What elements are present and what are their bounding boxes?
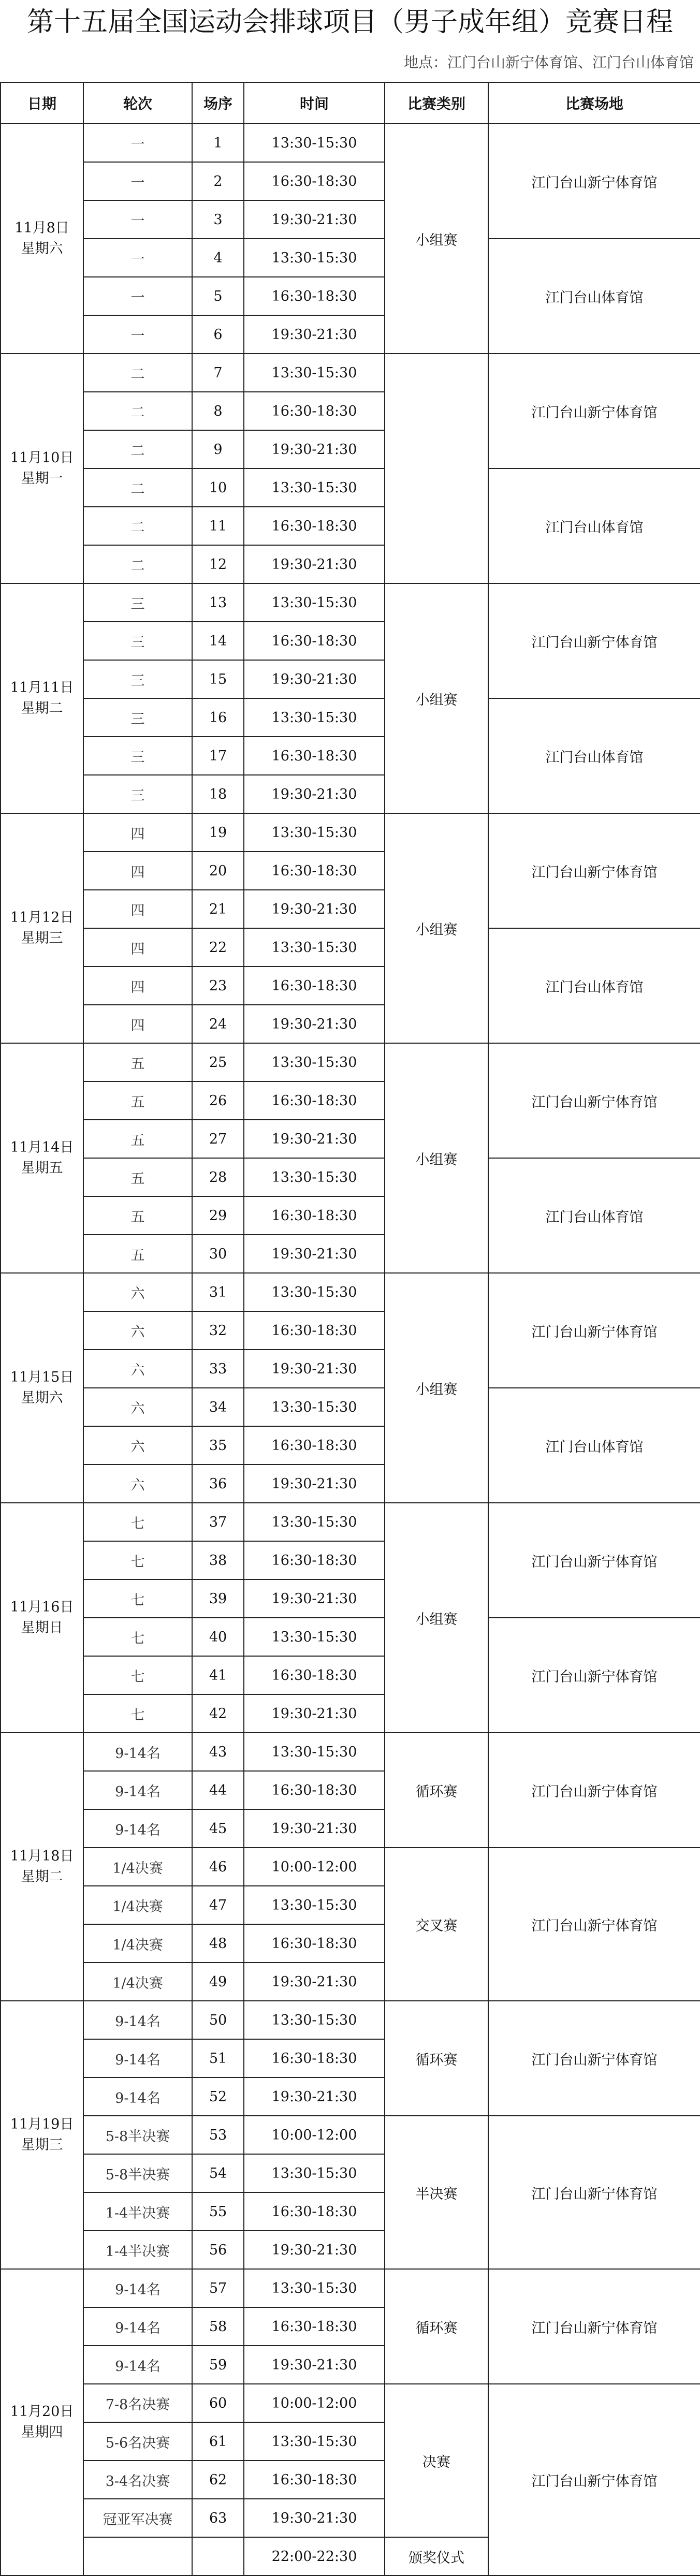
table-row (1, 1503, 700, 1541)
match-number-cell: 59 (192, 2346, 244, 2384)
round-cell: 9-14名 (83, 1771, 192, 1809)
round-cell: 一 (83, 200, 192, 239)
date-cell (1, 813, 83, 1043)
round-cell: 9-14名 (83, 2307, 192, 2346)
table-header-row (1, 82, 700, 124)
venue-cell: 江门台山体育馆 (488, 698, 700, 813)
category-cell: 小组赛 (385, 813, 488, 1043)
time-cell: 16:30-18:30 (244, 1426, 385, 1465)
match-number-cell: 52 (192, 2077, 244, 2116)
match-number-cell: 36 (192, 1465, 244, 1503)
time-cell: 16:30-18:30 (244, 162, 385, 200)
round-cell: 二 (83, 469, 192, 507)
match-number-cell: 5 (192, 277, 244, 315)
match-number-cell: 8 (192, 392, 244, 430)
time-cell: 16:30-18:30 (244, 507, 385, 545)
round-cell: 六 (83, 1311, 192, 1350)
time-cell: 10:00-12:00 (244, 1848, 385, 1886)
round-cell: 七 (83, 1541, 192, 1579)
date-cell (1, 1273, 83, 1503)
round-cell: 5-8半决赛 (83, 2116, 192, 2154)
match-number-cell: 27 (192, 1120, 244, 1158)
match-number-cell: 53 (192, 2116, 244, 2154)
match-number-cell: 60 (192, 2384, 244, 2422)
page-title: 第十五届全国运动会排球项目（男子成年组）竞赛日程 (26, 7, 673, 38)
round-cell: 一 (83, 277, 192, 315)
time-cell: 19:30-21:30 (244, 1579, 385, 1618)
round-cell: 冠亚军决赛 (83, 2499, 192, 2537)
location-note: 地点：江门台山新宁体育馆、江门台山体育馆 (403, 54, 694, 71)
round-cell: 二 (83, 392, 192, 430)
match-number-cell: 31 (192, 1273, 244, 1311)
match-number-cell: 34 (192, 1388, 244, 1426)
table-row (1, 928, 700, 967)
time-cell: 16:30-18:30 (244, 2192, 385, 2231)
date-cell (1, 1043, 83, 1273)
header-time: 时间 (244, 82, 385, 124)
round-cell: 六 (83, 1426, 192, 1465)
match-number-cell: 35 (192, 1426, 244, 1465)
date-cell (1, 2269, 83, 2575)
table-row (1, 469, 700, 507)
match-number-cell: 26 (192, 1081, 244, 1120)
round-cell: 二 (83, 545, 192, 583)
round-cell: 五 (83, 1120, 192, 1158)
time-cell: 13:30-15:30 (244, 124, 385, 162)
time-cell: 13:30-15:30 (244, 698, 385, 737)
venue-cell: 江门台山体育馆 (488, 1158, 700, 1273)
date-label: 11月16日 (10, 1599, 74, 1615)
match-number-cell: 32 (192, 1311, 244, 1350)
time-cell: 19:30-21:30 (244, 1694, 385, 1733)
match-number-cell: 30 (192, 1235, 244, 1273)
match-number-cell: 49 (192, 1963, 244, 2001)
category-cell: 小组赛 (385, 1043, 488, 1273)
category-cell: 决赛 (385, 2384, 488, 2537)
weekday-label: 星期三 (21, 2137, 63, 2153)
weekday-label: 星期四 (21, 2424, 63, 2440)
time-cell: 16:30-18:30 (244, 1771, 385, 1809)
round-cell: 四 (83, 928, 192, 967)
match-number-cell: 22 (192, 928, 244, 967)
match-number-cell: 38 (192, 1541, 244, 1579)
date-label: 11月12日 (10, 909, 74, 926)
time-cell: 19:30-21:30 (244, 2346, 385, 2384)
time-cell: 19:30-21:30 (244, 545, 385, 583)
round-cell: 一 (83, 162, 192, 200)
time-cell: 19:30-21:30 (244, 1465, 385, 1503)
time-cell: 13:30-15:30 (244, 1503, 385, 1541)
round-cell: 1/4决赛 (83, 1963, 192, 2001)
venue-cell: 江门台山新宁体育馆 (488, 813, 700, 928)
venue-cell: 江门台山体育馆 (488, 239, 700, 354)
round-cell: 9-14名 (83, 2269, 192, 2307)
date-label: 11月15日 (10, 1369, 74, 1385)
weekday-label: 星期六 (21, 241, 63, 257)
time-cell: 13:30-15:30 (244, 239, 385, 277)
time-cell: 16:30-18:30 (244, 1924, 385, 1963)
time-cell: 19:30-21:30 (244, 775, 385, 813)
match-number-cell: 58 (192, 2307, 244, 2346)
match-number-cell: 39 (192, 1579, 244, 1618)
match-number-cell: 25 (192, 1043, 244, 1081)
time-cell: 19:30-21:30 (244, 1235, 385, 1273)
match-number-cell: 13 (192, 583, 244, 622)
match-number-cell: 51 (192, 2039, 244, 2077)
match-number-cell: 43 (192, 1733, 244, 1771)
table-row (1, 1848, 700, 1886)
round-cell: 四 (83, 1005, 192, 1043)
match-number-cell: 45 (192, 1809, 244, 1848)
round-cell: 1/4决赛 (83, 1886, 192, 1924)
time-cell: 16:30-18:30 (244, 392, 385, 430)
time-cell: 13:30-15:30 (244, 1618, 385, 1656)
round-cell: 一 (83, 315, 192, 354)
match-number-cell: 4 (192, 239, 244, 277)
header-date: 日期 (1, 82, 83, 124)
venue-cell: 江门台山体育馆 (488, 469, 700, 583)
venue-cell: 江门台山新宁体育馆 (488, 1503, 700, 1618)
category-cell: 循环赛 (385, 1733, 488, 1848)
table-row (1, 583, 700, 622)
round-cell: 一 (83, 124, 192, 162)
time-cell: 13:30-15:30 (244, 2001, 385, 2039)
date-cell (1, 124, 83, 354)
match-number-cell: 47 (192, 1886, 244, 1924)
time-cell: 13:30-15:30 (244, 2422, 385, 2461)
date-label: 11月8日 (14, 219, 69, 236)
weekday-label: 星期二 (21, 1869, 63, 1885)
weekday-label: 星期一 (21, 471, 63, 487)
match-number-cell: 19 (192, 813, 244, 852)
round-cell: 5-6名决赛 (83, 2422, 192, 2461)
category-cell: 半决赛 (385, 2116, 488, 2269)
date-label: 11月14日 (10, 1139, 74, 1155)
time-cell: 19:30-21:30 (244, 660, 385, 698)
round-cell: 9-14名 (83, 1809, 192, 1848)
category-cell: 颁奖仪式 (385, 2537, 488, 2575)
table-row (1, 124, 700, 162)
time-cell: 19:30-21:30 (244, 1120, 385, 1158)
table-row (1, 1388, 700, 1426)
weekday-label: 星期五 (21, 1160, 63, 1176)
round-cell: 1/4决赛 (83, 1924, 192, 1963)
round-cell: 五 (83, 1043, 192, 1081)
time-cell: 10:00-12:00 (244, 2384, 385, 2422)
venue-cell: 江门台山新宁体育馆 (488, 1848, 700, 2001)
time-cell: 19:30-21:30 (244, 430, 385, 469)
round-cell: 五 (83, 1235, 192, 1273)
match-number-cell: 56 (192, 2231, 244, 2269)
table-row (1, 354, 700, 392)
round-cell: 四 (83, 813, 192, 852)
venue-cell: 江门台山体育馆 (488, 928, 700, 1043)
venue-cell: 江门台山新宁体育馆 (488, 2116, 700, 2269)
venue-cell: 江门台山新宁体育馆 (488, 583, 700, 698)
date-cell (1, 1733, 83, 2001)
round-cell: 9-14名 (83, 2077, 192, 2116)
time-cell: 13:30-15:30 (244, 813, 385, 852)
category-cell: 循环赛 (385, 2269, 488, 2384)
match-number-cell: 44 (192, 1771, 244, 1809)
time-cell: 16:30-18:30 (244, 2039, 385, 2077)
time-cell: 16:30-18:30 (244, 622, 385, 660)
table-row (1, 698, 700, 737)
match-number-cell: 57 (192, 2269, 244, 2307)
category-cell: 小组赛 (385, 1503, 488, 1733)
round-cell: 三 (83, 775, 192, 813)
match-number-cell: 12 (192, 545, 244, 583)
category-cell: 小组赛 (385, 1273, 488, 1503)
round-cell: 1-4半决赛 (83, 2231, 192, 2269)
match-number-cell: 10 (192, 469, 244, 507)
category-cell: 交叉赛 (385, 1848, 488, 2001)
match-number-cell: 1 (192, 124, 244, 162)
date-label: 11月19日 (10, 2116, 74, 2132)
weekday-label: 星期二 (21, 700, 63, 716)
header-match-number: 场序 (192, 82, 244, 124)
time-cell: 13:30-15:30 (244, 583, 385, 622)
round-cell: 5-8半决赛 (83, 2154, 192, 2192)
time-cell: 16:30-18:30 (244, 852, 385, 890)
table-row (1, 239, 700, 277)
match-number-cell: 23 (192, 967, 244, 1005)
round-cell: 三 (83, 737, 192, 775)
match-number-cell: 2 (192, 162, 244, 200)
match-number-cell: 33 (192, 1350, 244, 1388)
time-cell: 16:30-18:30 (244, 2461, 385, 2499)
time-cell: 19:30-21:30 (244, 315, 385, 354)
header-category: 比赛类别 (385, 82, 488, 124)
match-number-cell: 42 (192, 1694, 244, 1733)
match-number-cell: 62 (192, 2461, 244, 2499)
time-cell: 13:30-15:30 (244, 1043, 385, 1081)
date-cell (1, 583, 83, 813)
round-cell: 七 (83, 1618, 192, 1656)
time-cell: 16:30-18:30 (244, 1656, 385, 1694)
round-cell: 二 (83, 507, 192, 545)
table-row (1, 2001, 700, 2039)
match-number-cell: 7 (192, 354, 244, 392)
round-cell: 六 (83, 1273, 192, 1311)
time-cell: 19:30-21:30 (244, 2077, 385, 2116)
venue-cell: 江门台山新宁体育馆 (488, 354, 700, 469)
time-cell: 13:30-15:30 (244, 1886, 385, 1924)
table-row (1, 2384, 700, 2422)
time-cell: 16:30-18:30 (244, 2307, 385, 2346)
match-number-cell: 55 (192, 2192, 244, 2231)
match-number-cell: 15 (192, 660, 244, 698)
date-label: 11月10日 (10, 449, 74, 466)
time-cell: 19:30-21:30 (244, 2499, 385, 2537)
date-cell (1, 354, 83, 583)
time-cell: 13:30-15:30 (244, 928, 385, 967)
time-cell: 16:30-18:30 (244, 1196, 385, 1235)
match-number-cell: 3 (192, 200, 244, 239)
venue-cell: 江门台山新宁体育馆 (488, 124, 700, 239)
match-number-cell: 61 (192, 2422, 244, 2461)
table-row (1, 1043, 700, 1081)
time-cell: 13:30-15:30 (244, 354, 385, 392)
round-cell: 1-4半决赛 (83, 2192, 192, 2231)
round-cell: 二 (83, 430, 192, 469)
time-cell: 19:30-21:30 (244, 1809, 385, 1848)
match-number-cell: 21 (192, 890, 244, 928)
venue-cell: 江门台山新宁体育馆 (488, 2269, 700, 2384)
table-row (1, 1733, 700, 1771)
time-cell: 19:30-21:30 (244, 2231, 385, 2269)
date-label: 11月11日 (10, 679, 74, 696)
venue-cell: 江门台山新宁体育馆 (488, 1733, 700, 1848)
round-cell: 三 (83, 660, 192, 698)
date-label: 11月18日 (10, 1848, 74, 1864)
category-cell: 小组赛 (385, 583, 488, 813)
time-cell: 13:30-15:30 (244, 469, 385, 507)
match-number-cell: 20 (192, 852, 244, 890)
time-cell: 19:30-21:30 (244, 1963, 385, 2001)
time-cell: 19:30-21:30 (244, 1005, 385, 1043)
round-cell: 9-14名 (83, 2001, 192, 2039)
round-cell: 六 (83, 1388, 192, 1426)
time-cell: 16:30-18:30 (244, 277, 385, 315)
time-cell: 19:30-21:30 (244, 200, 385, 239)
schedule-body (1, 124, 700, 2575)
header-venue: 比赛场地 (488, 82, 700, 124)
round-cell: 七 (83, 1656, 192, 1694)
round-cell: 四 (83, 852, 192, 890)
match-number-cell: 16 (192, 698, 244, 737)
match-number-cell: 50 (192, 2001, 244, 2039)
round-cell: 三 (83, 622, 192, 660)
match-number-cell (192, 2537, 244, 2575)
weekday-label: 星期日 (21, 1620, 63, 1636)
round-cell (83, 2537, 192, 2575)
match-number-cell: 11 (192, 507, 244, 545)
weekday-label: 星期六 (21, 1390, 63, 1406)
time-cell: 13:30-15:30 (244, 1273, 385, 1311)
table-row (1, 1618, 700, 1656)
venue-cell: 江门台山体育馆 (488, 1388, 700, 1503)
round-cell: 七 (83, 1503, 192, 1541)
round-cell: 四 (83, 967, 192, 1005)
time-cell: 19:30-21:30 (244, 1350, 385, 1388)
round-cell: 3-4名决赛 (83, 2461, 192, 2499)
header-round: 轮次 (83, 82, 192, 124)
time-cell: 13:30-15:30 (244, 2269, 385, 2307)
time-cell: 16:30-18:30 (244, 1081, 385, 1120)
round-cell: 七 (83, 1694, 192, 1733)
time-cell: 13:30-15:30 (244, 1388, 385, 1426)
venue-cell: 江门台山新宁体育馆 (488, 1618, 700, 1733)
venue-cell: 江门台山新宁体育馆 (488, 1273, 700, 1388)
match-number-cell: 29 (192, 1196, 244, 1235)
match-number-cell: 28 (192, 1158, 244, 1196)
date-cell (1, 1503, 83, 1733)
match-number-cell: 6 (192, 315, 244, 354)
match-number-cell: 40 (192, 1618, 244, 1656)
match-number-cell: 46 (192, 1848, 244, 1886)
time-cell: 13:30-15:30 (244, 1733, 385, 1771)
weekday-label: 星期三 (21, 930, 63, 946)
round-cell: 七 (83, 1579, 192, 1618)
venue-cell: 江门台山新宁体育馆 (488, 2384, 700, 2575)
match-number-cell: 9 (192, 430, 244, 469)
table-row (1, 2269, 700, 2307)
match-number-cell: 17 (192, 737, 244, 775)
table-row (1, 1273, 700, 1311)
round-cell: 三 (83, 698, 192, 737)
date-label: 11月20日 (10, 2403, 74, 2420)
round-cell: 五 (83, 1158, 192, 1196)
round-cell: 六 (83, 1350, 192, 1388)
round-cell: 六 (83, 1465, 192, 1503)
round-cell: 7-8名决赛 (83, 2384, 192, 2422)
time-cell: 16:30-18:30 (244, 1541, 385, 1579)
round-cell: 三 (83, 583, 192, 622)
table-row (1, 1158, 700, 1196)
match-number-cell: 41 (192, 1656, 244, 1694)
round-cell: 五 (83, 1196, 192, 1235)
time-cell: 13:30-15:30 (244, 2154, 385, 2192)
date-cell (1, 2001, 83, 2269)
match-number-cell: 37 (192, 1503, 244, 1541)
time-cell: 22:00-22:30 (244, 2537, 385, 2575)
round-cell: 一 (83, 239, 192, 277)
round-cell: 二 (83, 354, 192, 392)
venue-cell: 江门台山新宁体育馆 (488, 2001, 700, 2116)
schedule-table (0, 82, 700, 2576)
time-cell: 19:30-21:30 (244, 890, 385, 928)
table-row (1, 2116, 700, 2154)
time-cell: 16:30-18:30 (244, 737, 385, 775)
category-cell (385, 354, 488, 583)
venue-cell: 江门台山新宁体育馆 (488, 1043, 700, 1158)
match-number-cell: 24 (192, 1005, 244, 1043)
round-cell: 9-14名 (83, 2346, 192, 2384)
match-number-cell: 18 (192, 775, 244, 813)
category-cell: 小组赛 (385, 124, 488, 354)
round-cell: 五 (83, 1081, 192, 1120)
match-number-cell: 54 (192, 2154, 244, 2192)
match-number-cell: 63 (192, 2499, 244, 2537)
round-cell: 1/4决赛 (83, 1848, 192, 1886)
time-cell: 10:00-12:00 (244, 2116, 385, 2154)
category-cell: 循环赛 (385, 2001, 488, 2116)
round-cell: 9-14名 (83, 2039, 192, 2077)
match-number-cell: 48 (192, 1924, 244, 1963)
time-cell: 16:30-18:30 (244, 1311, 385, 1350)
round-cell: 9-14名 (83, 1733, 192, 1771)
match-number-cell: 14 (192, 622, 244, 660)
table-row (1, 813, 700, 852)
round-cell: 四 (83, 890, 192, 928)
time-cell: 13:30-15:30 (244, 1158, 385, 1196)
time-cell: 16:30-18:30 (244, 967, 385, 1005)
